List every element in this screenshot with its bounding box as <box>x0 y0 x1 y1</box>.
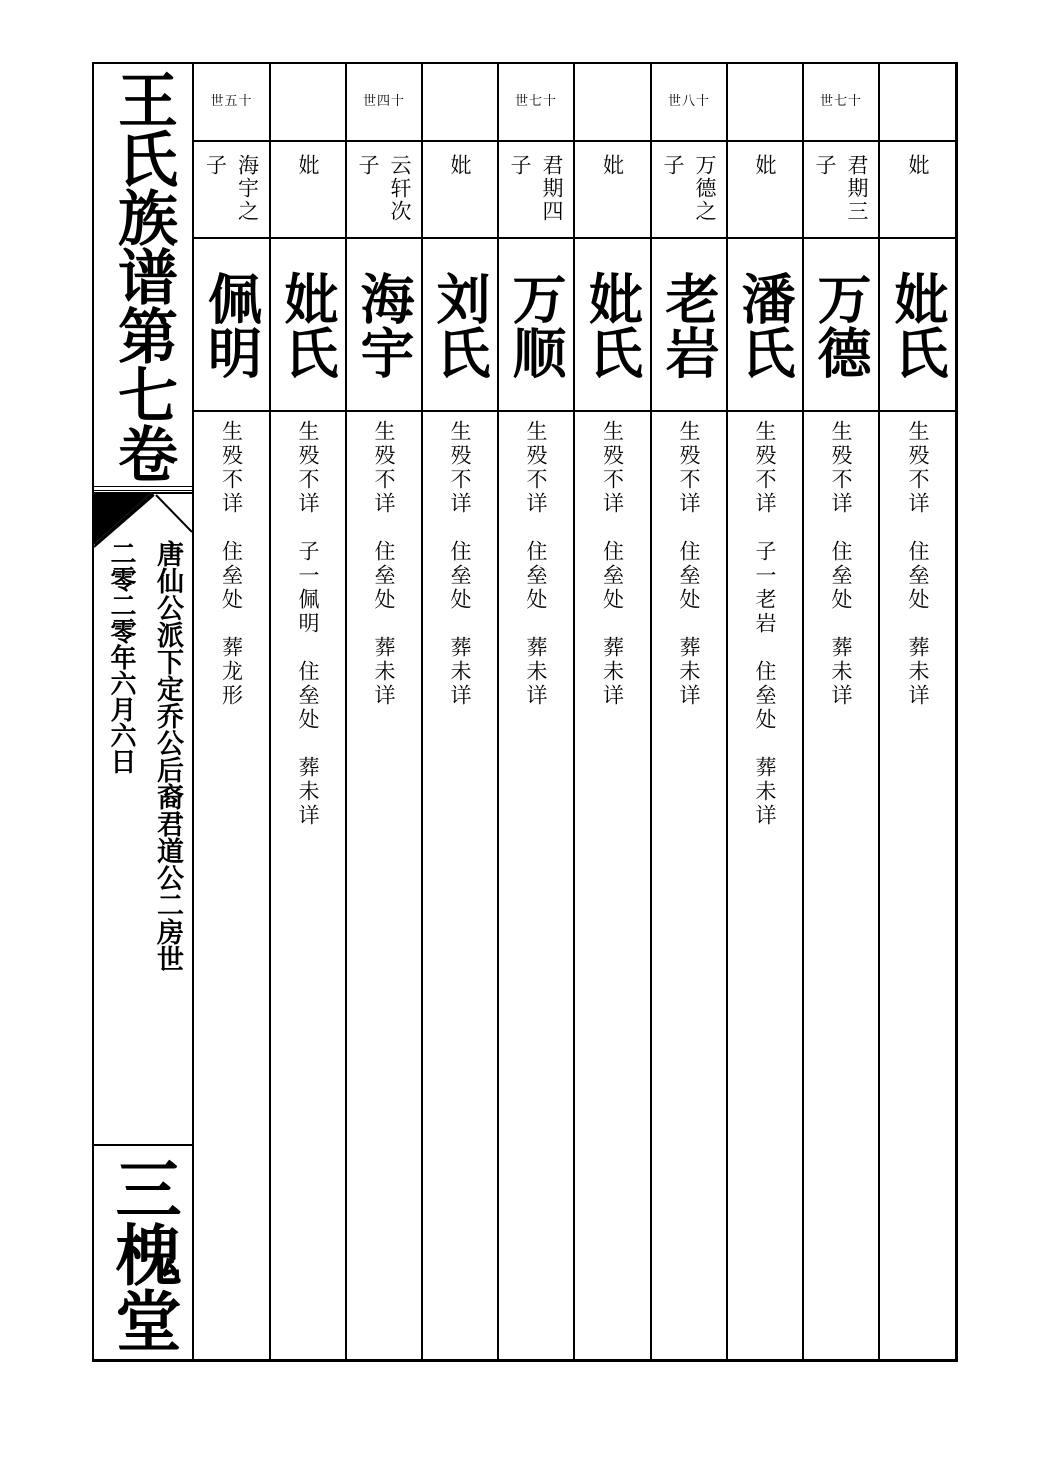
relation-label: 妣 <box>296 154 320 177</box>
person-name: 老岩 <box>657 271 721 379</box>
genealogy-columns <box>194 64 956 1360</box>
relation-label: 万德之子 <box>661 154 717 223</box>
person-name: 妣氏 <box>276 271 340 379</box>
relation-label: 妣 <box>753 154 777 177</box>
title-panel <box>94 64 194 1360</box>
person-note: 生殁不详 住垒处 葬未详 <box>524 420 548 708</box>
relation-label: 君期四子 <box>508 154 564 223</box>
person-name: 刘氏 <box>428 271 492 379</box>
hall-divider <box>94 1144 192 1146</box>
compile-date: 二零二零年六月六日 <box>106 540 136 774</box>
relation-label: 海宇之子 <box>203 154 260 223</box>
person-column <box>194 64 271 1360</box>
frame-shadow-bottom <box>94 1359 958 1362</box>
person-note: 生殁不详 住垒处 葬龙形 <box>219 420 244 708</box>
person-note: 生殁不详 住垒处 葬未详 <box>677 420 701 708</box>
person-name: 万顺 <box>504 271 568 379</box>
generation-label: 世七十 <box>819 94 862 109</box>
genealogy-page-frame <box>92 62 958 1362</box>
person-column <box>728 64 804 1360</box>
person-note: 生殁不详 住垒处 葬未详 <box>372 420 396 708</box>
person-column <box>499 64 575 1360</box>
generation-label: 世四十 <box>362 94 405 109</box>
relation-label: 妣 <box>906 154 930 177</box>
person-column <box>575 64 652 1360</box>
relation-label: 君期三子 <box>813 154 869 223</box>
generation-label: 世八十 <box>667 94 710 109</box>
book-title: 王氏族谱第七卷 <box>108 68 178 482</box>
person-name: 佩明 <box>199 271 264 379</box>
person-name: 妣氏 <box>580 271 645 379</box>
lineage-subtitle: 唐仙公派下定乔公后裔君道公二房世 <box>152 540 183 972</box>
person-column <box>271 64 347 1360</box>
person-name: 万德 <box>809 271 873 379</box>
person-column <box>347 64 423 1360</box>
person-note: 生殁不详 子一老岩 住垒处 葬未详 <box>753 420 777 828</box>
person-column <box>880 64 956 1360</box>
relation-label: 云轩次子 <box>356 154 412 223</box>
person-note: 生殁不详 住垒处 葬未详 <box>448 420 472 708</box>
person-column <box>804 64 880 1360</box>
frame-shadow-right <box>955 64 958 1362</box>
person-name: 妣氏 <box>886 271 950 379</box>
title-divider <box>94 486 192 491</box>
person-note: 生殁不详 住垒处 葬未详 <box>600 420 625 708</box>
person-column <box>652 64 728 1360</box>
generation-label: 世五十 <box>210 94 253 109</box>
person-name: 潘氏 <box>733 271 797 379</box>
relation-label: 妣 <box>600 154 625 177</box>
person-note: 生殁不详 子一佩明 住垒处 葬未详 <box>296 420 320 828</box>
person-column <box>423 64 499 1360</box>
relation-label: 妣 <box>448 154 472 177</box>
generation-label: 世七十 <box>514 94 557 109</box>
hall-name: 三槐堂 <box>104 1155 182 1353</box>
person-note: 生殁不详 住垒处 葬未详 <box>829 420 853 708</box>
person-name: 海宇 <box>352 271 416 379</box>
person-note: 生殁不详 住垒处 葬未详 <box>906 420 930 708</box>
